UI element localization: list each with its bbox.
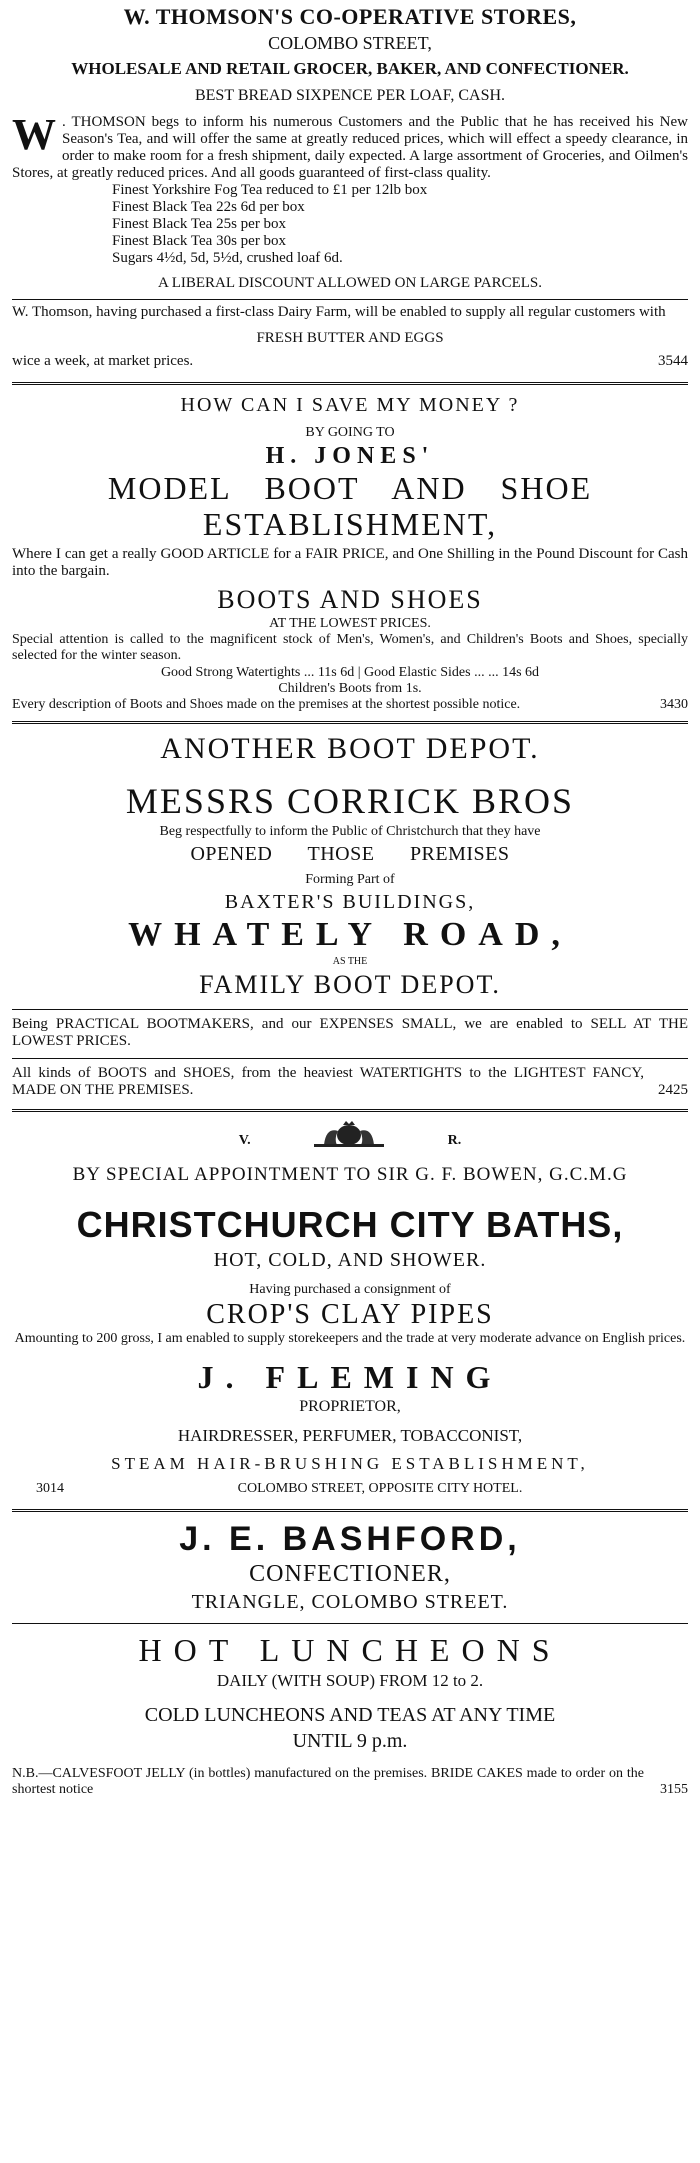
thomson-footer xyxy=(12,353,688,370)
baths-purchased: Having purchased a consignment of xyxy=(249,1282,451,1297)
corrick-asthe: AS THE xyxy=(332,956,368,967)
thomson-title: W. THOMSON'S CO-OPERATIVE STORES, xyxy=(123,4,577,29)
jones-line1: MODEL BOOT AND SHOE xyxy=(107,470,593,506)
bashford-hot: HOT LUNCHEONS xyxy=(138,1632,562,1668)
thomson-trades: WHOLESALE AND RETAIL GROCER, BAKER, AND CONFECTIONER. xyxy=(71,59,629,78)
bashford-trade: CONFECTIONER, xyxy=(249,1561,451,1587)
jones-boots: BOOTS AND SHOES xyxy=(217,585,483,614)
jones-every-text: Every description of Boots and Shoes made on the premises at the shortest possible notice. xyxy=(12,697,521,712)
corrick-allkinds xyxy=(12,1065,688,1099)
bashford-name: J. E. BASHFORD, xyxy=(179,1520,521,1558)
thomson-twice: wice a week, at market prices. xyxy=(12,353,194,369)
jones-prices: Good Strong Watertights ... 11s 6d | Good Elastic Sides ... ... 14s 6d xyxy=(160,665,540,680)
thomson-butter: FRESH BUTTER AND EGGS xyxy=(256,330,444,346)
jones-para: Where I can get a really GOOD ARTICLE for a FAIR PRICE, and One Shilling in the Pound Discount for Cash into the bargain. xyxy=(12,546,688,579)
jones-question: HOW CAN I SAVE MY MONEY ? xyxy=(180,394,520,416)
bashford-nb xyxy=(12,1766,688,1798)
jones-ad xyxy=(12,392,688,713)
baths-appointment: BY SPECIAL APPOINTMENT TO SIR G. F. BOWEN, G.C.M.G xyxy=(72,1164,628,1185)
thomson-para-text: . THOMSON begs to inform his numerous Customers and the Public that he has received his New Season's Tea, and will offer the same at greatly reduced prices, which will effect a speedy clearance, in order to make room for a fresh shipment, daily expected. A large assortment of Groceries, and Oilmen's Stores, at greatly reduced prices. And all goods guaranteed of first-class quality. xyxy=(12,114,688,181)
baths-proprietor: PROPRIETOR, xyxy=(299,1398,401,1415)
thomson-paragraph xyxy=(12,110,688,182)
jones-special: Special attention is called to the magnificent stock of Men's, Women's, and Children's Boots and Shoes, specially selected for the winter season. xyxy=(12,632,688,663)
baths-steam: STEAM HAIR-BRUSHING ESTABLISHMENT, xyxy=(111,1454,589,1473)
baths-footer xyxy=(12,1479,688,1499)
thomson-price-list xyxy=(12,182,688,267)
jones-line2: ESTABLISHMENT, xyxy=(202,506,498,542)
ad-number: 3544 xyxy=(658,353,688,369)
baths-ad xyxy=(12,1119,688,1499)
jones-going: BY GOING TO xyxy=(305,425,395,440)
royal-crest-icon xyxy=(304,1119,394,1163)
corrick-baxter: BAXTER'S BUILDINGS, xyxy=(224,891,476,913)
list-item: Finest Yorkshire Fog Tea reduced to £1 per 12lb box xyxy=(112,182,428,198)
baths-types: HOT, COLD, AND SHOWER. xyxy=(213,1249,487,1271)
thomson-street: COLOMBO STREET, xyxy=(268,33,432,53)
ad-number: 3155 xyxy=(660,1782,688,1797)
baths-crest-line xyxy=(12,1119,688,1163)
jones-name: H. JONES' xyxy=(265,443,435,469)
corrick-road: WHATELY ROAD, xyxy=(128,916,572,953)
corrick-practical: Being PRACTICAL BOOTMAKERS, and our EXPENSES SMALL, we are enabled to SELL AT THE LOWEST PRICES. xyxy=(12,1016,688,1049)
list-item: Finest Black Tea 30s per box xyxy=(112,233,287,249)
corrick-depot: ANOTHER BOOT DEPOT. xyxy=(160,732,540,765)
jones-lowest: AT THE LOWEST PRICES. xyxy=(269,616,431,631)
baths-v: V. xyxy=(238,1133,251,1149)
thomson-discount: A LIBERAL DISCOUNT ALLOWED ON LARGE PARCELS. xyxy=(157,275,543,291)
bashford-nb-text: N.B.—CALVESFOOT JELLY (in bottles) manufactured on the premises. BRIDE CAKES made to order on the shortest notice xyxy=(12,1766,644,1797)
baths-address: COLOMBO STREET, OPPOSITE CITY HOTEL. xyxy=(237,1481,523,1496)
baths-amounting: Amounting to 200 gross, I am enabled to supply storekeepers and the trade at very moderate advance on English prices. xyxy=(14,1331,686,1346)
thomson-bread: BEST BREAD SIXPENCE PER LOAF, CASH. xyxy=(194,87,506,104)
bashford-until: UNTIL 9 p.m. xyxy=(292,1730,408,1752)
corrick-family: FAMILY BOOT DEPOT. xyxy=(199,970,501,999)
corrick-opened: OPENED THOSE PREMISES xyxy=(190,843,510,865)
corrick-allkinds-text: All kinds of BOOTS and SHOES, from the heaviest WATERTIGHTS to the LIGHTEST FANCY, MADE ON THE PREMISES. xyxy=(12,1065,644,1098)
list-item: Finest Black Tea 22s 6d per box xyxy=(112,199,305,215)
ad-number: 3430 xyxy=(660,697,688,712)
ad-number: 3014 xyxy=(36,1481,64,1496)
jones-children: Children's Boots from 1s. xyxy=(278,681,422,696)
ad-number: 2425 xyxy=(658,1082,688,1098)
corrick-name: MESSRS CORRICK BROS xyxy=(125,781,575,821)
baths-title: CHRISTCHURCH CITY BATHS, xyxy=(76,1204,624,1245)
baths-fleming: J. FLEMING xyxy=(197,1359,503,1395)
bashford-cold: COLD LUNCHEONS AND TEAS AT ANY TIME xyxy=(144,1704,556,1726)
thomson-dairy: W. Thomson, having purchased a first-class Dairy Farm, will be enabled to supply all regular customers with xyxy=(12,304,666,320)
jones-every xyxy=(12,697,688,713)
corrick-ad xyxy=(12,731,688,1099)
thomson-ad xyxy=(12,4,688,370)
list-item: Finest Black Tea 25s per box xyxy=(112,216,287,232)
thomson-dropcap: W xyxy=(12,110,56,159)
baths-r: R. xyxy=(447,1133,462,1149)
baths-pipes: CROP'S CLAY PIPES xyxy=(206,1299,494,1330)
corrick-forming: Forming Part of xyxy=(305,872,395,887)
corrick-beg: Beg respectfully to inform the Public of Christchurch that they have xyxy=(159,824,541,839)
list-item: Sugars 4½d, 5d, 5½d, crushed loaf 6d. xyxy=(112,250,343,266)
bashford-ad xyxy=(12,1519,688,1798)
baths-trades: HAIRDRESSER, PERFUMER, TOBACCONIST, xyxy=(177,1426,523,1445)
bashford-daily: DAILY (WITH SOUP) FROM 12 to 2. xyxy=(216,1671,484,1690)
bashford-address: TRIANGLE, COLOMBO STREET. xyxy=(191,1591,509,1613)
